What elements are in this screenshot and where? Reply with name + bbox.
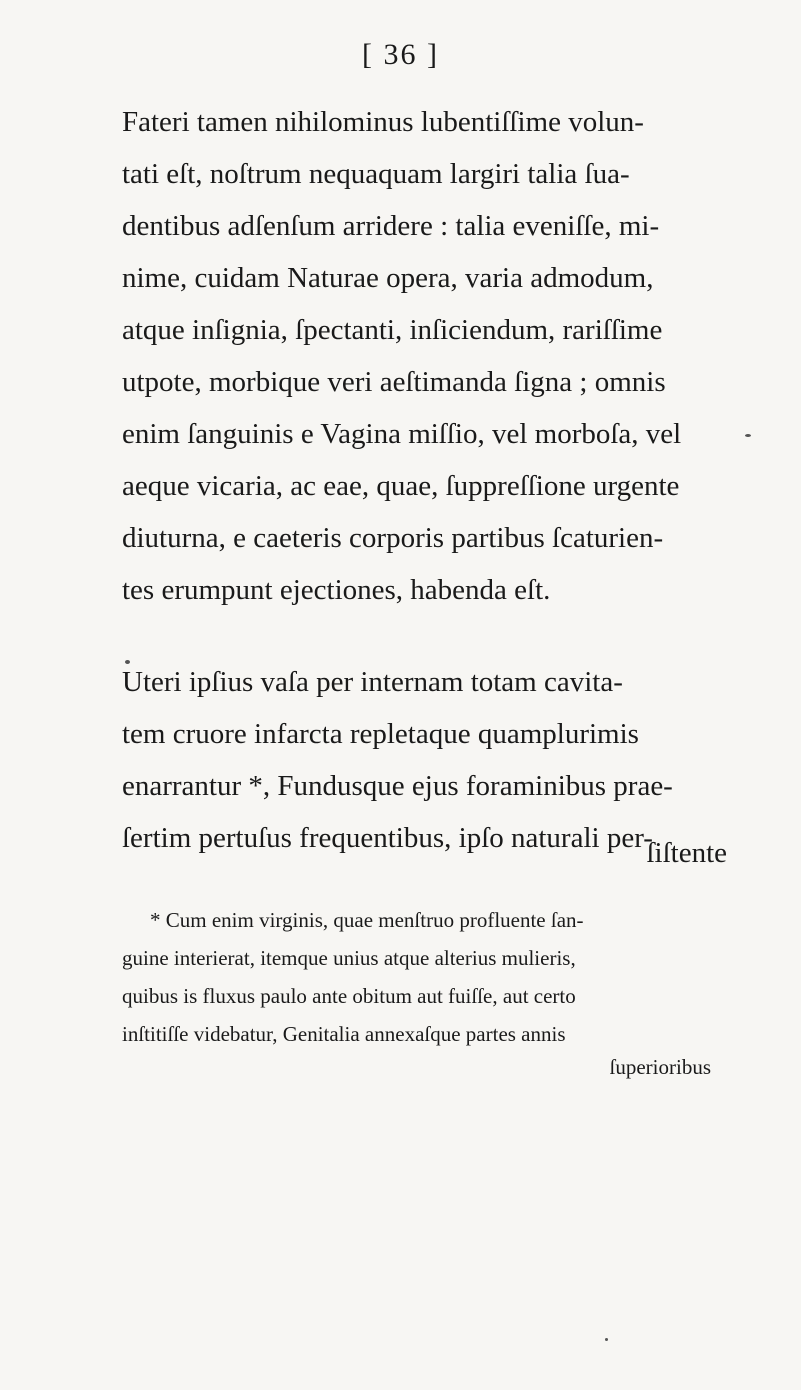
text-line: enarrantur *, Fundusque ejus foraminibus prae- xyxy=(122,770,673,802)
footnote-line: inſtitiſſe videbatur, Genitalia annexaſque partes annis xyxy=(122,1022,566,1046)
footnote xyxy=(122,901,722,1053)
footnote-line: guine interierat, itemque unius atque alterius mulieris, xyxy=(122,946,576,970)
paragraph-2 xyxy=(122,656,722,864)
text-line: ſertim pertuſus frequentibus, ipſo naturali per- xyxy=(122,822,653,854)
text-line: diuturna, e caeteris corporis partibus ſcaturien- xyxy=(122,522,664,554)
catchword: ſiſtente xyxy=(646,837,727,869)
text-line: Uteri ipſius vaſa per internam totam cavita- xyxy=(122,666,623,698)
footnote-line: * Cum enim virginis, quae menſtruo profluente ſan- xyxy=(150,908,584,932)
ink-speck xyxy=(605,1338,608,1341)
footnote-catchword: ſuperioribus xyxy=(609,1055,711,1079)
footnote-line: quibus is fluxus paulo ante obitum aut fuiſſe, aut certo xyxy=(122,984,576,1008)
text-line: tes erumpunt ejectiones, habenda eſt. xyxy=(122,574,551,606)
text-line: tem cruore infarcta repletaque quamplurimis xyxy=(122,718,639,750)
text-line: aeque vicaria, ac eae, quae, ſuppreſſione urgente xyxy=(122,470,680,502)
paragraph-1 xyxy=(122,96,722,616)
text-line: enim ſanguinis e Vagina miſſio, vel morboſa, vel xyxy=(122,418,682,450)
text-line: atque inſignia, ſpectanti, inſiciendum, rariſſime xyxy=(122,314,663,346)
text-line: nime, cuidam Naturae opera, varia admodum, xyxy=(122,262,654,294)
ink-speck xyxy=(125,660,130,664)
text-line: dentibus adſenſum arridere : talia eveniſſe, mi- xyxy=(122,210,660,242)
text-line: Fateri tamen nihilominus lubentiſſime volun- xyxy=(122,106,644,138)
page-number-header: [ 36 ] xyxy=(362,38,439,71)
ink-speck xyxy=(745,434,751,437)
text-line: tati eſt, noſtrum nequaquam largiri talia ſua- xyxy=(122,158,630,190)
text-line: utpote, morbique veri aeſtimanda ſigna ; omnis xyxy=(122,366,666,398)
